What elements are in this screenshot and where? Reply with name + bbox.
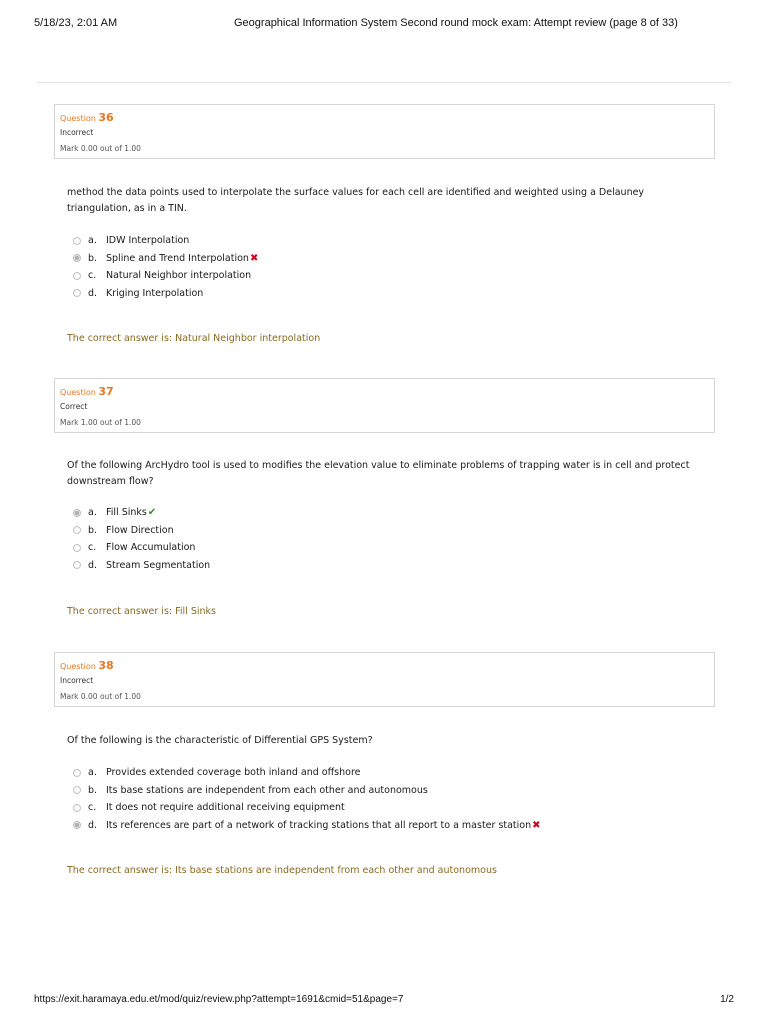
page-number: 1/2 bbox=[720, 994, 734, 1005]
right-answer-36: The correct answer is: Natural Neighbor interpolation bbox=[67, 333, 321, 344]
answer-option[interactable]: a. Provides extended coverage both inland and offshore bbox=[73, 764, 713, 782]
radio-button-selected[interactable] bbox=[73, 254, 81, 262]
page-url: https://exit.haramaya.edu.et/mod/quiz/review.php?attempt=1691&cmid=51&page=7 bbox=[34, 994, 404, 1005]
radio-button-selected[interactable] bbox=[73, 509, 81, 517]
question-text-37: Of the following ArcHydro tool is used to modifies the elevation value to eliminate problems of trapping water is in cell and protect downstream flow? bbox=[67, 460, 690, 487]
answer-option[interactable]: d. Its references are part of a network of tracking stations that all report to a master station ✖ bbox=[73, 817, 713, 835]
answer-list-37 bbox=[73, 504, 713, 574]
question-text-36: method the data points used to interpolate the surface values for each cell are identified and weighted using a Delauney triangulation, as in a TIN. bbox=[67, 187, 645, 214]
print-header bbox=[34, 17, 734, 31]
print-footer bbox=[34, 994, 734, 1008]
radio-button[interactable] bbox=[73, 272, 81, 280]
question-number: Question 37 bbox=[60, 385, 114, 398]
question-info-37 bbox=[54, 378, 715, 433]
answer-option[interactable]: a. IDW Interpolation bbox=[73, 232, 713, 250]
question-grade: Mark 1.00 out of 1.00 bbox=[60, 418, 141, 427]
question-info-36 bbox=[54, 104, 715, 159]
right-answer-38: The correct answer is: Its base stations are independent from each other and autonomous bbox=[67, 865, 497, 876]
answer-option[interactable]: d. Kriging Interpolation bbox=[73, 285, 713, 303]
question-text-38: Of the following is the characteristic of Differential GPS System? bbox=[67, 735, 373, 746]
radio-button[interactable] bbox=[73, 289, 81, 297]
print-page-title: Geographical Information System Second round mock exam: Attempt review (page 8 of 33) bbox=[234, 17, 678, 29]
question-number: Question 38 bbox=[60, 659, 114, 672]
answer-option[interactable]: b. Spline and Trend Interpolation ✖ bbox=[73, 250, 713, 268]
radio-button[interactable] bbox=[73, 561, 81, 569]
radio-button[interactable] bbox=[73, 237, 81, 245]
answer-list-38 bbox=[73, 764, 713, 834]
radio-button[interactable] bbox=[73, 769, 81, 777]
answer-option[interactable]: c. It does not require additional receiving equipment bbox=[73, 799, 713, 817]
question-state: Incorrect bbox=[60, 676, 94, 685]
question-state: Correct bbox=[60, 402, 88, 411]
radio-button-selected[interactable] bbox=[73, 821, 81, 829]
incorrect-icon: ✖ bbox=[532, 819, 541, 831]
radio-button[interactable] bbox=[73, 526, 81, 534]
answer-option[interactable]: c. Natural Neighbor interpolation bbox=[73, 267, 713, 285]
correct-check-icon: ✔ bbox=[147, 507, 157, 519]
question-state: Incorrect bbox=[60, 128, 94, 137]
radio-button[interactable] bbox=[73, 804, 81, 812]
question-info-38 bbox=[54, 652, 715, 707]
print-date: 5/18/23, 2:01 AM bbox=[34, 17, 118, 29]
answer-option[interactable]: d. Stream Segmentation bbox=[73, 557, 713, 575]
question-grade: Mark 0.00 out of 1.00 bbox=[60, 144, 141, 153]
answer-option[interactable]: b. Flow Direction bbox=[73, 522, 713, 540]
right-answer-37: The correct answer is: Fill Sinks bbox=[67, 606, 216, 617]
question-grade: Mark 0.00 out of 1.00 bbox=[60, 692, 141, 701]
divider bbox=[37, 82, 731, 83]
question-number: Question 36 bbox=[60, 111, 114, 124]
answer-list-36 bbox=[73, 232, 713, 302]
radio-button[interactable] bbox=[73, 544, 81, 552]
incorrect-icon: ✖ bbox=[249, 252, 259, 264]
answer-option[interactable]: b. Its base stations are independent from each other and autonomous bbox=[73, 782, 713, 800]
answer-option[interactable]: a. Fill Sinks ✔ bbox=[73, 504, 713, 522]
answer-option[interactable]: c. Flow Accumulation bbox=[73, 539, 713, 557]
radio-button[interactable] bbox=[73, 786, 81, 794]
